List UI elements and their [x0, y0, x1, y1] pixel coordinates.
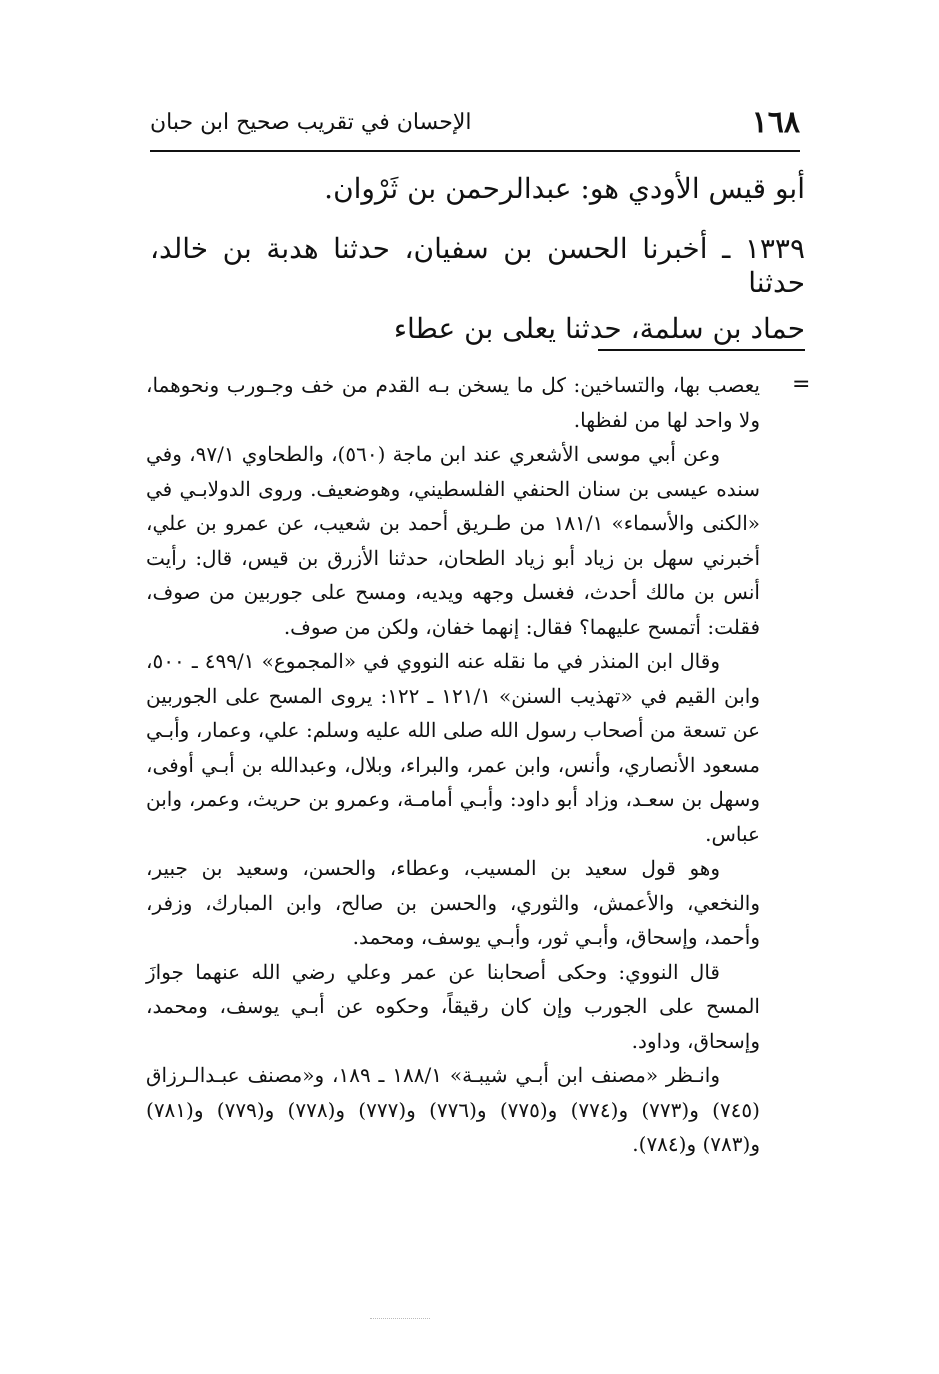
footnote-paragraph: وهو قول سعيد بن المسيب، وعطاء، والحسن، وسعيد بن جبير، والنخعي، والأعمش، والثوري، والحسن بن صالح، وابن المبارك، وزفر، وأحمد، وإسحاق، وأبـي ثور، وأبـي يوسف، ومحمد.: [146, 856, 760, 949]
footnote-paragraph: وانـظر «مصنف ابن أبـي شيبـة» ١٨٨/١ ـ ١٨٩، و«مصنف عبـدالـرزاق (٧٤٥) و(٧٧٣) و(٧٧٤) و(٧٧٥) و(٧٧٦) و(٧٧٧) و(٧٧٨) و(٧٧٩) و(٧٨١) و(٧٨٣) و(٧٨٤).: [146, 1063, 760, 1156]
main-line-2: ١٣٣٩ ـ أخبرنا الحسن بن سفيان، حدثنا هدبة بن خالد، حدثنا: [150, 232, 805, 299]
main-text: [150, 170, 805, 346]
footnote-paragraph: قال النووي: وحكى أصحابنا عن عمر وعلي رضي الله عنهما جوازَ المسح على الجورب وإن كان رقيقاً، وحكوه عن أبـي يوسف، ومحمد، وإسحاق، وداود.: [146, 959, 760, 1053]
page-header: [150, 100, 800, 144]
page-number: ١٦٨: [751, 104, 800, 140]
footnote-continuation-mark: =: [792, 372, 811, 397]
main-line-3: حماد بن سلمة، حدثنا يعلى بن عطاء: [393, 312, 805, 345]
footnote-paragraph: يعصب بها، والتساخين: كل ما يسخن بـه القدم من خف وجـورب ونحوهما، ولا واحد لها من لفظها.: [146, 373, 760, 432]
scan-artifact: [370, 1318, 430, 1321]
footnote-rule: [598, 349, 805, 351]
running-title: الإحسان في تقريب صحيح ابن حبان: [150, 109, 472, 135]
main-line-1: أبو قيس الأودي هو: عبدالرحمن بن ثَرْوان.: [324, 172, 805, 205]
footnote-paragraph: وعن أبي موسى الأشعري عند ابن ماجة (٥٦٠)، والطحاوي ٩٧/١، وفي سنده عيسى بن سنان الحنفي الفلسطيني، وهوضعيف. وروى الدولابـي في «الكنى والأسماء» ١٨١/١ من طـريق أحمد بن شعيب، عن عمرو بن علي، أخبرني سهل بن زياد أبو زياد الطحان، حدثنا الأزرق بن قيس، قال: رأيت أنس بن مالك أحدث، فغسل وجهه ويديه، ومسح على جوربين من صوف، فقلت: أتمسح عليهما؟ فقال: إنهما خفان، ولكن من صوف.: [146, 442, 760, 639]
footnotes: [146, 368, 760, 1162]
header-rule: [150, 150, 800, 152]
footnote-paragraph: وقال ابن المنذر في ما نقله عنه النووي في «المجموع» ٤٩٩/١ ـ ٥٠٠، وابن القيم في «تهذيب السنن» ١٢١/١ ـ ١٢٢: يروى المسح على الجوربين عن تسعة من أصحاب رسول الله صلى الله عليه وسلم: علي، وعمار، وأبـي مسعود الأنصاري، وأنس، وابن عمر، والبراء، وبلال، وعبدالله بن أبـي أوفى، وسهل بن سعـد، وزاد أبو داود: وأبـي أمامـة، وعمرو بن حريث، وعمر، وابن عباس.: [146, 649, 760, 846]
